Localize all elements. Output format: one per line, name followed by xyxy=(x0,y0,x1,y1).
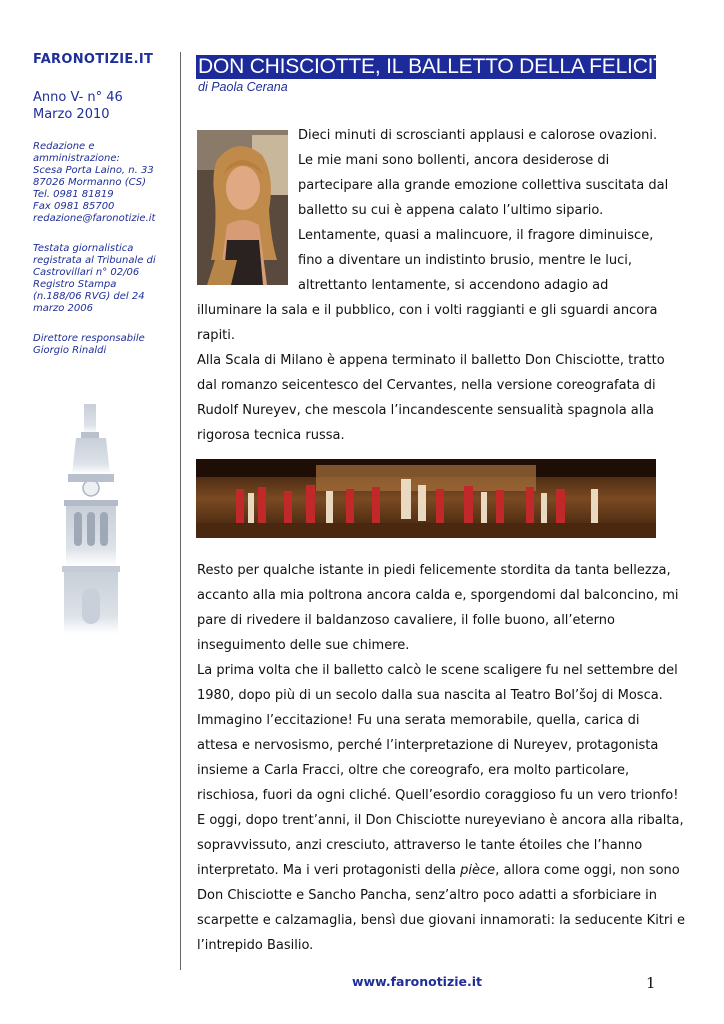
text-line: 1980, dopo più di un secolo dalla sua nascita al Teatro Bol’šoj di Mosca. xyxy=(197,688,663,703)
registration-line: registrata al Tribunale di xyxy=(33,255,156,266)
registration-line: Registro Stampa xyxy=(33,279,117,290)
text-line: Rudolf Nureyev, che mescola l’incandescente sensualità spagnola alla xyxy=(197,403,654,418)
registration-line: marzo 2006 xyxy=(33,303,93,314)
text-line: altrettanto lentamente, si accendono adagio ad xyxy=(298,278,609,293)
text-segment: interpretato. Ma i veri protagonisti della xyxy=(197,863,461,878)
text-line: La prima volta che il balletto calcò le scene scaligere fu nel settembre del xyxy=(197,663,678,678)
ballet-stage-photo xyxy=(196,459,656,538)
intro-paragraph-wrapped xyxy=(298,123,668,298)
office-city: 87026 Mormanno (CS) xyxy=(33,177,147,188)
text-line: Alla Scala di Milano è appena terminato il balletto Don Chisciotte, tratto xyxy=(197,353,665,368)
body-paragraph xyxy=(197,558,685,958)
text-line: partecipare alla grande emozione collettiva suscitata dal xyxy=(298,178,669,193)
text-line: pare di rivedere il baldanzoso cavaliere, il folle buono, all’eterno xyxy=(197,613,615,628)
director-name: Giorgio Rinaldi xyxy=(33,345,107,356)
text-line: attesa e nervosismo, perché l’interpretazione di Nureyev, protagonista xyxy=(197,738,659,753)
text-line: illuminare la sala e il pubblico, con i volti raggianti e gli sguardi ancora xyxy=(197,303,658,318)
registration-line: Castrovillari n° 02/06 xyxy=(33,267,140,278)
intro-paragraph-full xyxy=(197,298,665,448)
registration-info xyxy=(33,243,173,315)
office-phone: Tel. 0981 81819 xyxy=(33,189,114,200)
text-line: rischiosa, fuori da ogni cliché. Quell’esordio coraggioso fu un vero trionfo! xyxy=(197,788,679,803)
registration-line: Testata giornalistica xyxy=(33,243,134,254)
text-segment: , allora come oggi, non sono xyxy=(495,863,680,878)
sidebar xyxy=(33,52,173,357)
director-info xyxy=(33,333,173,357)
page-number: 1 xyxy=(646,974,656,992)
text-line: l’intrepido Basilio. xyxy=(197,938,314,953)
text-line: rapiti. xyxy=(197,328,236,343)
text-line: dal romanzo seicentesco del Cervantes, nella versione coreografata di xyxy=(197,378,656,393)
column-divider xyxy=(180,52,181,970)
text-line: E oggi, dopo trent’anni, il Don Chisciotte nureyeviano è ancora alla ribalta, xyxy=(197,813,684,828)
text-line: Dieci minuti di scroscianti applausi e calorose ovazioni. xyxy=(298,128,658,143)
registration-line: (n.188/06 RVG) del 24 xyxy=(33,291,145,302)
text-line: rigorosa tecnica russa. xyxy=(197,428,345,443)
text-line: Le mie mani sono bollenti, ancora desiderose di xyxy=(298,153,610,168)
text-line: accanto alla mia poltrona ancora calda e, sporgendomi dal balconcino, mi xyxy=(197,588,679,603)
text-line: balletto su cui è appena calato l’ultimo sipario. xyxy=(298,203,604,218)
text-line: Lentamente, quasi a malincuore, il fragore diminuisce, xyxy=(298,228,654,243)
text-line: Resto per qualche istante in piedi felicemente stordita da tanta bellezza, xyxy=(197,563,671,578)
editorial-office xyxy=(33,141,173,225)
text-line: fino a diventare un indistinto brusio, mentre le luci, xyxy=(298,253,633,268)
office-fax: Fax 0981 85700 xyxy=(33,201,115,212)
issue-number: Anno V- n° 46 xyxy=(33,90,123,105)
issue-info xyxy=(33,89,173,123)
office-address: Scesa Porta Laino, n. 33 xyxy=(33,165,154,176)
masthead-brand: FARONOTIZIE.IT xyxy=(33,52,154,67)
issue-date: Marzo 2010 xyxy=(33,107,110,122)
text-line: scarpette e calzamaglia, bensì due giovani innamorati: la seducente Kitri e xyxy=(197,913,685,928)
article-title: DON CHISCIOTTE, IL BALLETTO DELLA FELICITA’ xyxy=(198,55,682,78)
office-line: amministrazione: xyxy=(33,153,120,164)
bell-tower-image xyxy=(54,402,128,634)
author-portrait-photo xyxy=(197,130,288,285)
footer-website-link[interactable]: www.faronotizie.it xyxy=(352,974,483,989)
office-email[interactable]: redazione@faronotizie.it xyxy=(33,213,156,224)
text-line: Don Chisciotte e Sancho Pancha, senz’altro poco adatti a sforbiciare in xyxy=(197,888,657,903)
director-role: Direttore responsabile xyxy=(33,333,145,344)
text-line: inseguimento delle sue chimere. xyxy=(197,638,410,653)
text-line: Immagino l’eccitazione! Fu una serata memorabile, quella, carica di xyxy=(197,713,640,728)
office-line: Redazione e xyxy=(33,141,95,152)
italic-word: pièce xyxy=(460,863,496,878)
text-line xyxy=(197,858,685,883)
article-byline: di Paola Cerana xyxy=(198,80,288,94)
text-line: sopravvissuto, anzi cresciuto, attraverso le tante étoiles che l’hanno xyxy=(197,838,643,853)
text-line: insieme a Carla Fracci, oltre che coreografo, era molto particolare, xyxy=(197,763,630,778)
